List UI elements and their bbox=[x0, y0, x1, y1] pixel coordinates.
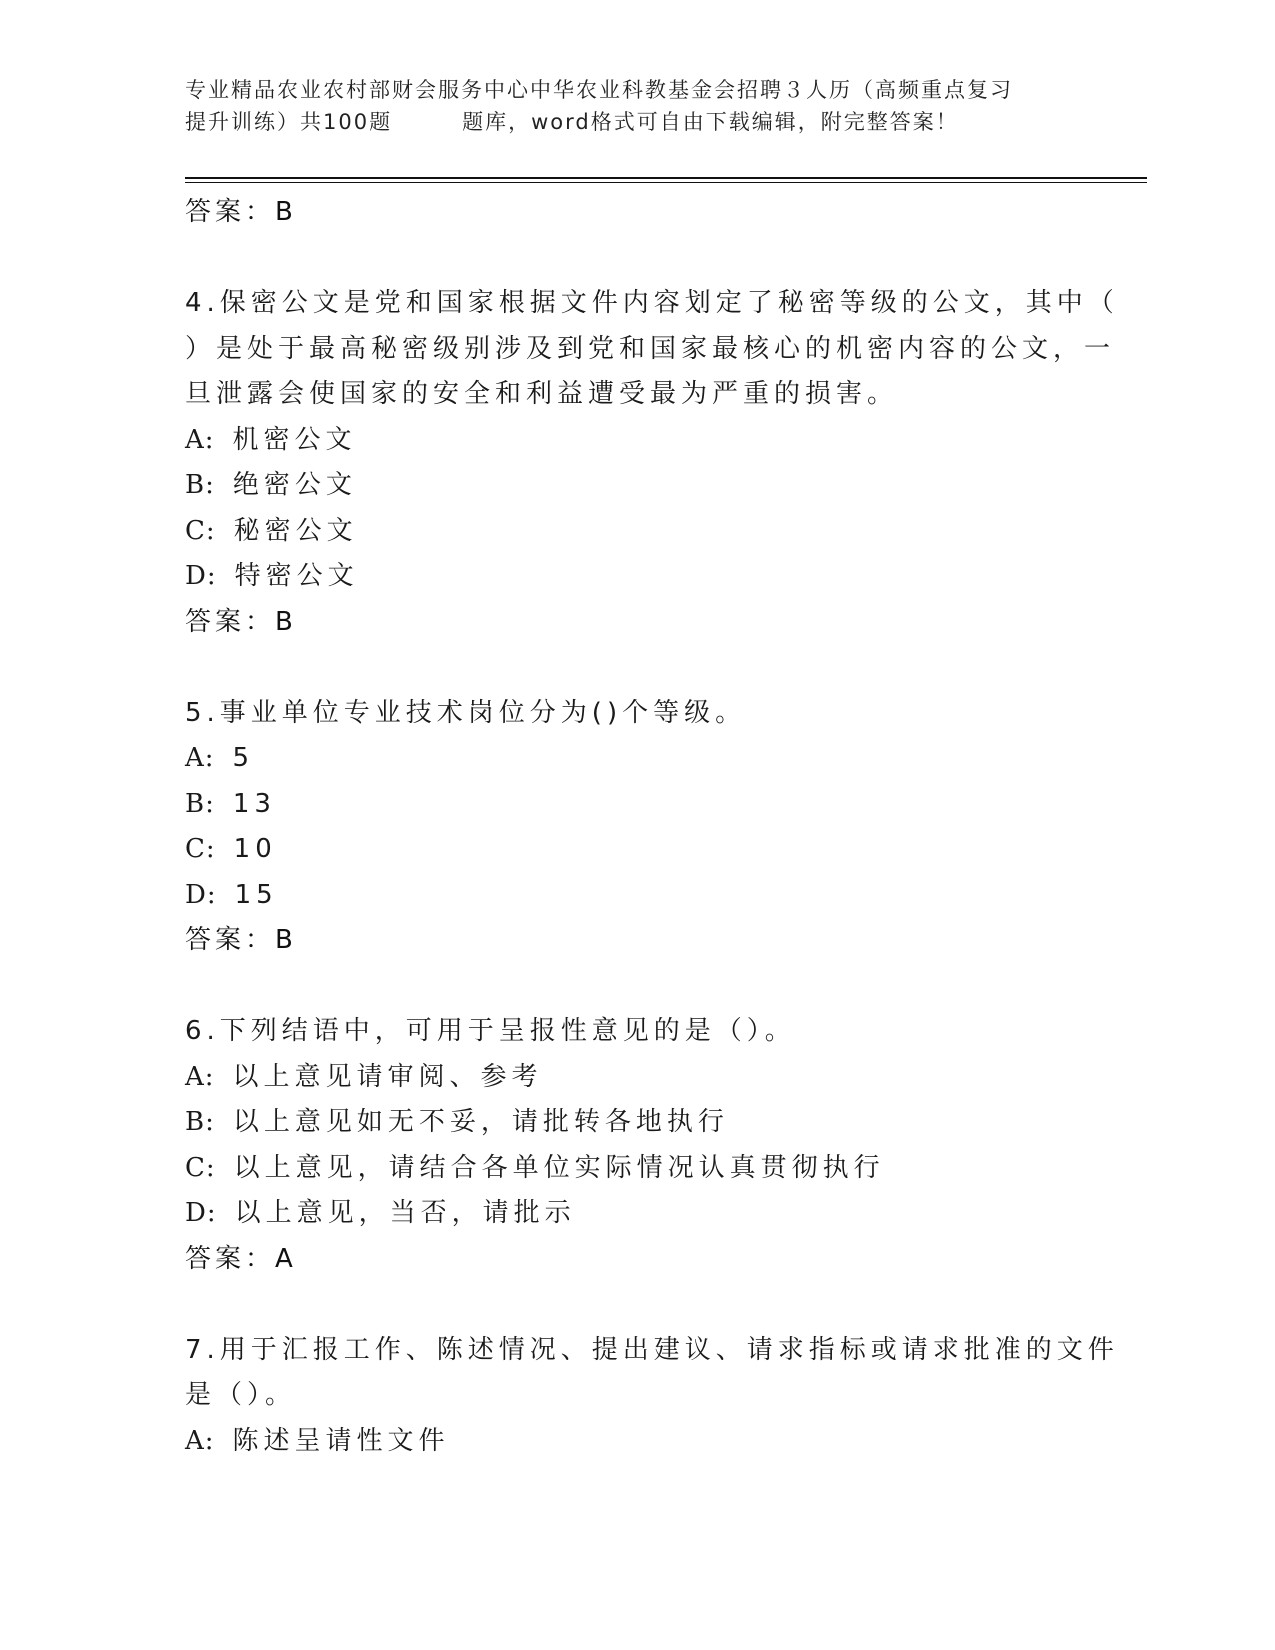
option-key: D: bbox=[185, 561, 217, 591]
option-text: 机密公文 bbox=[232, 424, 357, 455]
option-key: C: bbox=[185, 1152, 216, 1183]
question-text-line: 7.用于汇报工作、陈述情况、提出建议、请求指标或请求批准的文件 bbox=[185, 1334, 1119, 1365]
question-answer bbox=[185, 1237, 1065, 1283]
answer-value: B bbox=[275, 925, 296, 955]
spacer bbox=[185, 1282, 1065, 1328]
option-key: B: bbox=[185, 470, 215, 500]
option-key: B: bbox=[185, 788, 215, 819]
answer-value: A bbox=[275, 1243, 296, 1274]
option-text: 陈述呈请性文件 bbox=[232, 1425, 450, 1456]
answer-value: B bbox=[275, 606, 296, 637]
option-key: A: bbox=[185, 1061, 215, 1092]
option-text: 秘密公文 bbox=[233, 515, 358, 546]
header-line-2-part-2: 题库，word格式可自由下载编辑，附完整答案！ bbox=[462, 110, 959, 134]
answer-label: 答案： bbox=[185, 925, 276, 955]
option-d bbox=[185, 873, 1065, 919]
option-text: 5 bbox=[232, 743, 255, 773]
option-b bbox=[185, 463, 1065, 509]
option-b bbox=[185, 782, 1065, 828]
spacer bbox=[185, 645, 1065, 691]
question-7 bbox=[185, 1328, 1119, 1465]
option-text: 特密公文 bbox=[234, 561, 359, 591]
option-c bbox=[185, 1146, 1065, 1192]
spacer bbox=[185, 236, 1065, 282]
option-text: 以上意见如无不妥，请批转各地执行 bbox=[232, 1107, 729, 1137]
question-text-line: 旦泄露会使国家的安全和利益遭受最为严重的损害。 bbox=[185, 379, 899, 409]
option-key: D: bbox=[185, 1198, 217, 1228]
option-text: 以上意见，请结合各单位实际情况认真贯彻执行 bbox=[233, 1152, 885, 1183]
question-4 bbox=[185, 281, 1119, 645]
option-text: 15 bbox=[234, 879, 278, 910]
option-key: C: bbox=[185, 515, 216, 546]
option-key: A: bbox=[185, 743, 215, 773]
option-a bbox=[185, 736, 1065, 782]
question-text-line: 4.保密公文是党和国家根据文件内容划定了秘密等级的公文，其中（ bbox=[185, 288, 1119, 318]
question-text-line: 6.下列结语中，可用于呈报性意见的是（）。 bbox=[185, 1016, 796, 1046]
option-key: A: bbox=[185, 1425, 215, 1456]
answer-value: B bbox=[275, 197, 296, 227]
option-key: D: bbox=[185, 879, 217, 910]
document-body bbox=[185, 190, 1119, 1464]
option-c bbox=[185, 509, 1065, 555]
option-text: 以上意见，当否，请批示 bbox=[234, 1198, 576, 1228]
question-text-line: 5.事业单位专业技术岗位分为()个等级。 bbox=[185, 697, 747, 728]
option-c bbox=[185, 827, 1065, 873]
header-line-2 bbox=[185, 106, 1085, 138]
previous-answer bbox=[185, 190, 1065, 236]
header-line-2-part-1: 提升训练）共100题 bbox=[185, 110, 393, 134]
answer-label: 答案： bbox=[185, 1243, 276, 1274]
question-text-line: 是（）。 bbox=[185, 1380, 297, 1410]
option-a bbox=[185, 418, 1065, 464]
option-a bbox=[185, 1055, 1065, 1101]
option-key: B: bbox=[185, 1107, 215, 1137]
option-text: 10 bbox=[233, 834, 277, 864]
question-answer bbox=[185, 918, 1065, 964]
spacer bbox=[185, 964, 1065, 1010]
option-key: A: bbox=[185, 424, 215, 455]
answer-label: 答案： bbox=[185, 606, 276, 637]
option-text: 13 bbox=[232, 788, 276, 819]
header-divider-thin bbox=[185, 182, 1147, 183]
answer-label: 答案： bbox=[185, 197, 276, 227]
question-answer bbox=[185, 600, 1065, 646]
option-a bbox=[185, 1419, 1065, 1465]
question-text-line: ）是处于最高秘密级别涉及到党和国家最核心的机密内容的公文，一 bbox=[185, 333, 1116, 364]
header-line-1: 专业精品农业农村部财会服务中心中华农业科教基金会招聘３人历（高频重点复习 bbox=[185, 78, 1013, 102]
question-5 bbox=[185, 691, 1065, 964]
option-d bbox=[185, 1191, 1065, 1237]
option-text: 以上意见请审阅、参考 bbox=[232, 1061, 543, 1092]
option-text: 绝密公文 bbox=[232, 470, 357, 500]
option-key: C: bbox=[185, 834, 216, 864]
option-b bbox=[185, 1100, 1065, 1146]
page-header bbox=[185, 74, 1085, 138]
option-d bbox=[185, 554, 1065, 600]
header-divider-thick bbox=[185, 177, 1147, 179]
question-6 bbox=[185, 1009, 1065, 1282]
